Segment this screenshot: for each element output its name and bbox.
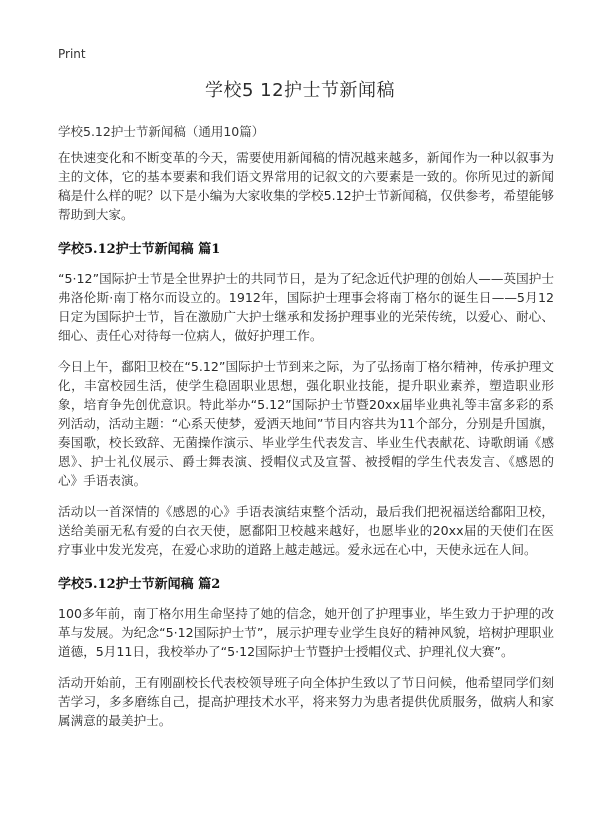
section-heading: 学校5.12护士节新闻稿 篇1 (58, 242, 221, 257)
section-paragraph: 活动开始前，王有刚副校长代表校领导班子向全体护生致以了节日问候，他希望同学们刻苦学习，多多磨练自己，提高护理技术水平，将来努力为患者提供优质服务，做病人和家属满意的最美护士。 (58, 675, 554, 728)
page-subtitle: 学校5.12护士节新闻稿（通用10篇） (58, 124, 265, 139)
section-paragraph: 今日上午，鄱阳卫校在“5.12”国际护士节到来之际，为了弘扬南丁格尔精神，传承护理文化，丰富校园生活，使学生稳固职业思想，强化职业技能，提升职业素养，塑造职业形象，培育争先创优意识。特此举办“5.12”国际护士节暨20xx届毕业典礼等丰富多彩的系列活动，活动主题：“心系天使梦，爱洒天地间”节目内容共为11个部分，分别是升国旗，奏国歌，校长致辞、无菌操作演示、毕业学生代表发言、毕业生代表献花、诗歌朗诵《感恩》、护士礼仪展示、爵士舞表演、授帽仪式及宣誓、被授帽的学生代表发言、《感恩的心》手语表演。 (58, 359, 554, 488)
section-paragraph: 活动以一首深情的《感恩的心》手语表演结束整个活动，最后我们把祝福送给鄱阳卫校，送给美丽无私有爱的白衣天使，愿鄱阳卫校越来越好，也愿毕业的20xx届的天使们在医疗事业中发光发亮，在爱心求助的道路上越走越远。爱永远在心中，天使永远在人间。 (58, 504, 554, 557)
intro-paragraph: 在快速变化和不断变革的今天，需要使用新闻稿的情况越来越多，新闻作为一种以叙事为主的文体，它的基本要素和我们语文界常用的记叙文的六要素是一致的。你所见过的新闻稿是什么样的呢？以下是小编为大家收集的学校5.12护士节新闻稿，仅供参考，希望能够帮助到大家。 (58, 150, 554, 222)
section-heading: 学校5.12护士节新闻稿 篇2 (58, 577, 221, 592)
page-title: 学校5 12护士节新闻稿 (204, 80, 396, 101)
print-link[interactable]: Print (58, 47, 86, 61)
section-paragraph: “5·12”国际护士节是全世界护士的共同节日，是为了纪念近代护理的创始人——英国护士弗洛伦斯·南丁格尔而设立的。1912年，国际护士理事会将南丁格尔的诞生日——5月12日定为国际护士节，旨在激励广大护士继承和发扬护理事业的光荣传统，以爱心、耐心、细心、责任心对待每一位病人，做好护理工作。 (58, 271, 554, 343)
article-body (58, 148, 554, 742)
section-paragraph: 100多年前，南丁格尔用生命坚持了她的信念，她开创了护理事业，毕生致力于护理的改革与发展。为纪念“5·12国际护士节”，展示护理专业学生良好的精神风貌，培树护理职业道德，5月11日，我校举办了“5·12国际护士节暨护士授帽仪式、护理礼仪大赛”。 (58, 606, 554, 659)
